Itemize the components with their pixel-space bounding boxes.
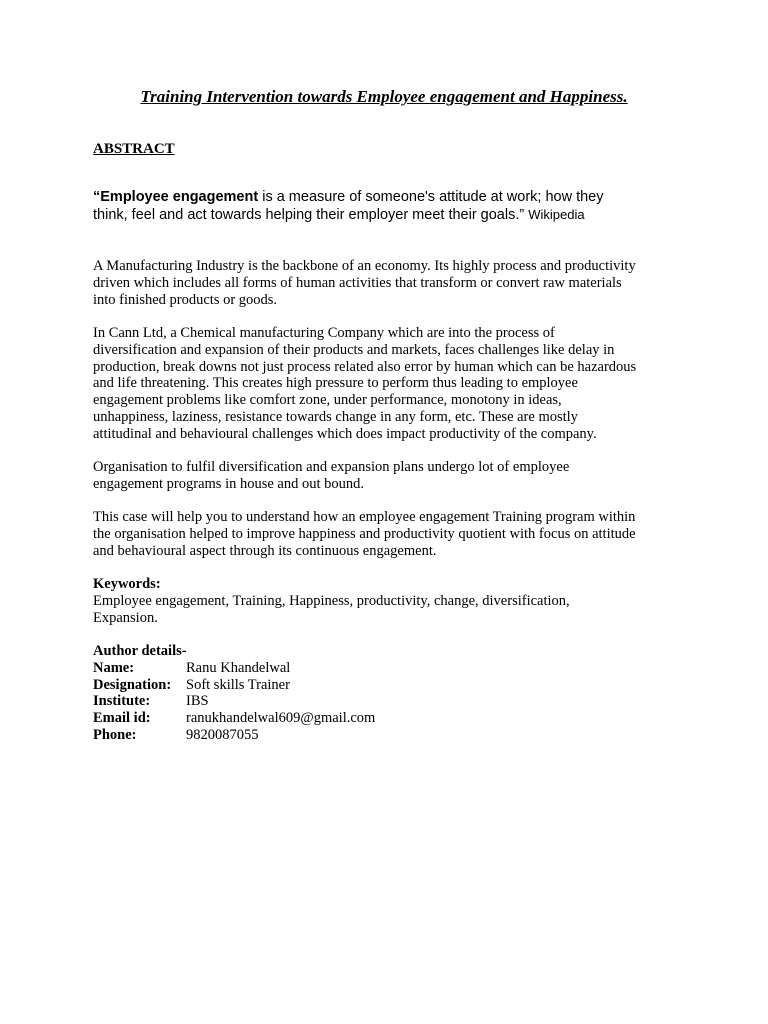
keywords-heading: Keywords:: [93, 576, 161, 592]
author-details: [93, 643, 375, 744]
keywords-section: [93, 576, 693, 626]
author-value: Soft skills Trainer: [186, 676, 290, 693]
author-label: Institute:: [93, 693, 151, 710]
quote-line-2-text: think, feel and act towards helping their employer meet their goals.: [93, 207, 520, 223]
paragraph-line: driven which includes all forms of human activities that transform or convert raw materials: [93, 274, 622, 291]
paragraph-line: diversification and expansion of their products and markets, faces challenges like delay in: [93, 341, 615, 358]
author-label: Phone:: [93, 726, 137, 743]
paragraph-line: the organisation helped to improve happiness and productivity quotient with focus on attitude: [93, 525, 636, 542]
paragraph-line: production, break downs not just process related also error by human which can be hazardous: [93, 358, 637, 375]
keywords-line: Expansion.: [93, 609, 158, 626]
paragraph-line: This case will help you to understand how an employee engagement Training program within: [93, 509, 636, 525]
author-heading: Author details-: [93, 643, 187, 659]
paragraph-line: In Cann Ltd, a Chemical manufacturing Company which are into the process of: [93, 325, 555, 341]
author-row-designation: [93, 677, 375, 694]
paragraph-line: engagement programs in house and out bound.: [93, 475, 365, 492]
paragraph-line: into finished products or goods.: [93, 291, 278, 308]
author-row-email: [93, 710, 375, 727]
quote-open-mark: “: [93, 189, 101, 205]
paragraph-1: [93, 258, 693, 308]
paragraph-3: [93, 459, 693, 493]
author-value: Ranu Khandelwal: [186, 659, 291, 676]
quote-line-1: [93, 188, 683, 206]
author-label: Email id:: [93, 710, 151, 727]
author-label: Name:: [93, 659, 135, 676]
paragraph-line: attitudinal and behavioural challenges which does impact productivity of the company.: [93, 425, 597, 442]
paragraph-4: [93, 509, 693, 559]
quote-line-1-rest: is a measure of someone's attitude at work; how they: [258, 189, 604, 205]
quote-close-mark: ”: [519, 207, 525, 223]
quote-line-2: [93, 206, 683, 224]
keywords-line: Employee engagement, Training, Happiness, productivity, change, diversification,: [93, 592, 570, 609]
document-title: Training Intervention towards Employee engagement and Happiness.: [140, 87, 628, 106]
paragraph-2: [93, 325, 693, 443]
quote-source: Wikipedia: [528, 207, 585, 222]
paragraph-line: A Manufacturing Industry is the backbone of an economy. Its highly process and productivity: [93, 258, 636, 274]
author-label: Designation:: [93, 676, 172, 693]
paragraph-line: and life threatening. This creates high pressure to perform thus leading to employee: [93, 375, 578, 392]
author-value: 9820087055: [186, 726, 259, 743]
author-value: IBS: [186, 693, 209, 710]
paragraph-line: Organisation to fulfil diversification and expansion plans undergo lot of employee: [93, 459, 570, 475]
author-row-name: [93, 660, 375, 677]
author-row-phone: [93, 727, 375, 744]
paragraph-line: engagement problems like comfort zone, under performance, monotony in ideas,: [93, 392, 562, 409]
abstract-heading: ABSTRACT: [93, 141, 175, 157]
paragraph-line: unhappiness, laziness, resistance towards change in any form, etc. These are mostly: [93, 408, 578, 425]
quote-term: Employee engagement: [100, 189, 259, 205]
paragraph-line: and behavioural aspect through its continuous engagement.: [93, 542, 437, 559]
author-email-value: ranukhandelwal609@gmail.com: [186, 710, 376, 727]
definition-quote: [93, 188, 683, 224]
author-row-institute: [93, 693, 375, 710]
